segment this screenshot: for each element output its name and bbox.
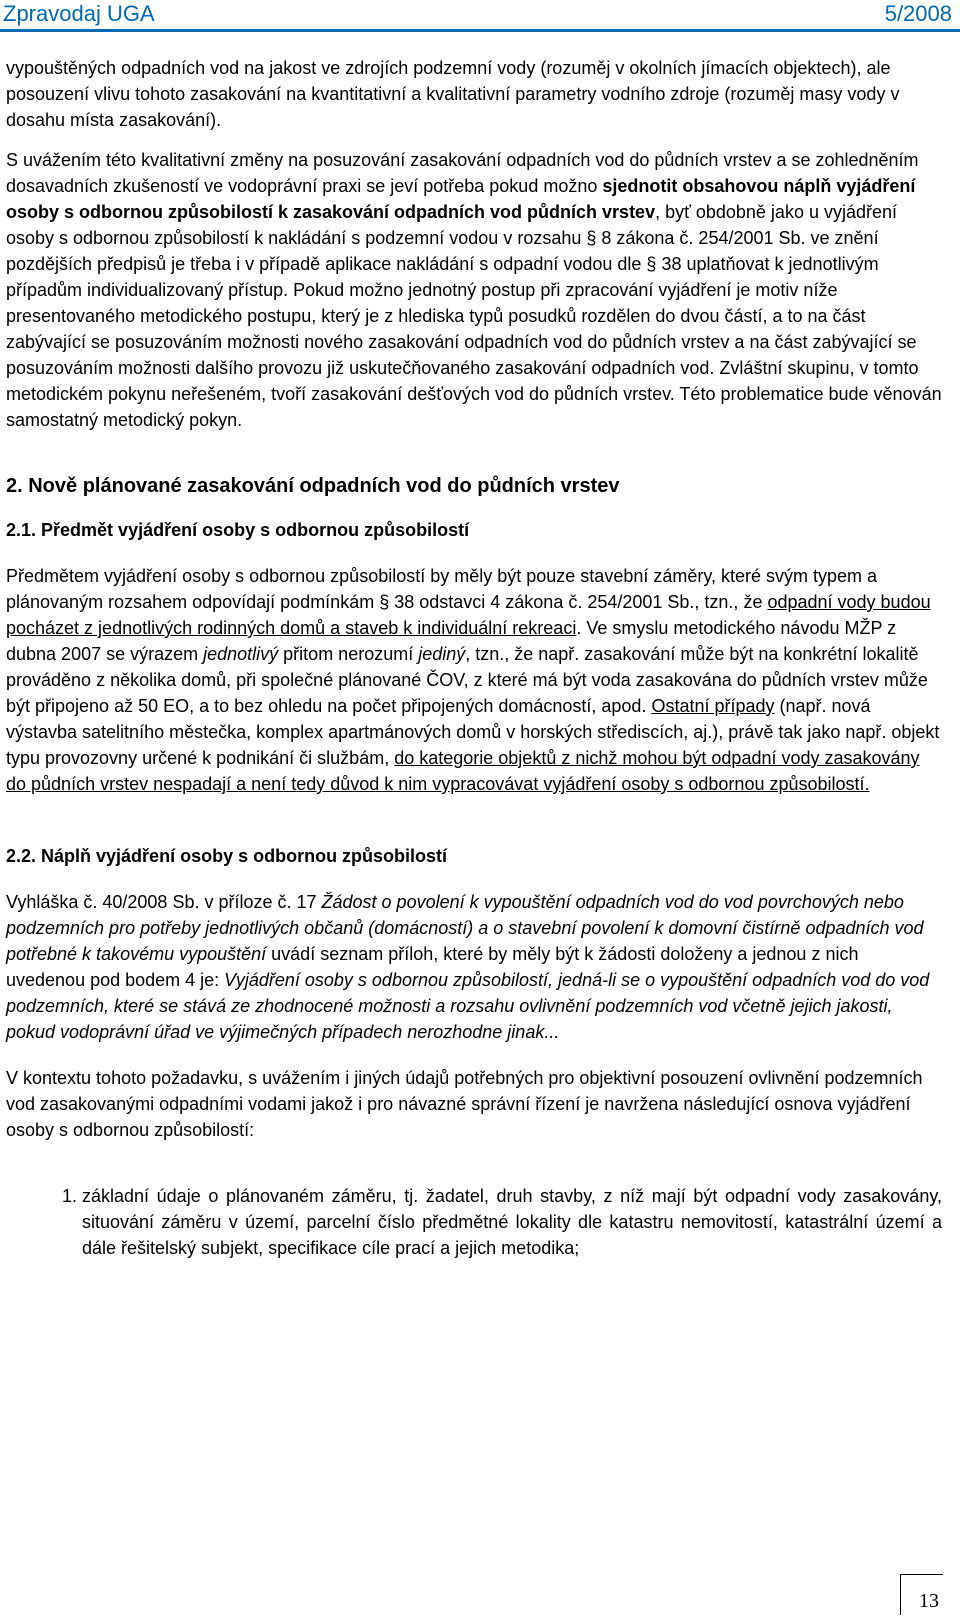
paragraph-2: S uvážením této kvalitativní změny na posuzování zasakování odpadních vod do půdních vrstev a se zohledněním dosavadních zkušeností ve vodoprávní praxi se jeví potřeba pokud možno sjednotit obsahovou náplň vyjádření osoby s odbornou způsobilostí k zasakování odpadních vod půdních vrstev, byť obdobně jako u vyjádření osoby s odbornou způsobilostí k nakládání s podzemní vodou v rozsahu § 8 zákona č. 254/2001 Sb. ve znění pozdějších předpisů je třeba i v případě aplikace nakládání s odpadní vodou dle § 38 uplatňovat k jednotlivým případům individualizovaný přístup. Pokud možno jednotný postup při zpracování vyjádření je motiv níže presentovaného metodického postupu, který je z hlediska typů posudků rozdělen do dvou částí, a to na část zabývající se posuzováním možnosti nového zasakování odpadních vod do půdních vrstev a na část zabývající se posuzováním možnosti dalšího provozu již uskutečňovaného zasakování odpadních vod. Zvláštní skupinu, v tomto metodickém pokynu neřešeném, tvoří zasakování dešťových vod do půdních vrstev. Této problematice bude věnován samostatný metodický pokyn.: [6, 150, 942, 430]
underlined-phrase: Ostatní případy: [651, 696, 775, 716]
subsection-heading-2-2: 2.2. Náplň vyjádření osoby s odbornou způsobilostí: [6, 846, 448, 866]
italic-phrase: Vyjádření osoby s odbornou způsobilostí, jedná-li se o vypouštění odpadních vod do vod podzemních, které se stává ze zhodnocené možnosti a rozsahu ovlivnění podzemních vod včetně jejich jakosti, pokud vodoprávní úřad ve výjimečných případech nerozhodne jinak...: [6, 970, 930, 1042]
section-heading-2: 2. Nově plánované zasakování odpadních vod do půdních vrstev: [6, 475, 620, 497]
paragraph-5: V kontextu tohoto požadavku, s uvážením i jiných údajů potřebných pro objektivní posouzení ovlivnění podzemních vod zasakovanými odpadními vodami jakož i pro návazné správní řízení je navržena následující osnova vyjádření osoby s odbornou způsobilostí:: [6, 1068, 923, 1140]
page-number-box: [900, 1574, 943, 1615]
list-item: 1. základní údaje o plánovaném záměru, tj. žadatel, druh stavby, z níž mají být odpadní vody zasakovány, situování záměru v území, parcelní číslo předmětné lokality dle katastru nemovitostí, katastrální území a dále řešitelský subjekt, specifikace cíle prací a jejich metodika;: [82, 1183, 942, 1261]
subsection-heading-2-1: 2.1. Předmět vyjádření osoby s odbornou způsobilostí: [6, 520, 470, 540]
outline-list: [6, 1183, 942, 1261]
italic-word: jednotlivý: [203, 644, 279, 664]
journal-title: Zpravodaj UGA: [3, 1, 155, 26]
italic-word: jediný: [418, 644, 466, 664]
italic-phrase: Žádost o povolení k vypouštění odpadních vod do vod povrchových nebo podzemních pro potřeby jednotlivých občanů (domácností) a o stavební povolení k domovní čistírně odpadních vod potřebné k takovému vypouštění: [6, 892, 924, 964]
underlined-phrase: odpadní vody budou pocházet z jednotlivých rodinných domů a staveb k individuální rekreaci: [6, 592, 931, 638]
page-header: [0, 0, 960, 29]
issue-number: 5/2008: [884, 1, 952, 26]
bold-phrase: sjednotit obsahovou náplň vyjádření osoby s odbornou způsobilostí k zasakování odpadních vod půdních vrstev: [6, 176, 916, 222]
paragraph-4: Vyhláška č. 40/2008 Sb. v příloze č. 17 Žádost o povolení k vypouštění odpadních vod do vod povrchových nebo podzemních pro potřeby jednotlivých občanů (domácností) a o stavební povolení k domovní čistírně odpadních vod potřebné k takovému vypouštění uvádí seznam příloh, které by měly být k žádosti doloženy a jednou z nich uvedenou pod bodem 4 je: Vyjádření osoby s odbornou způsobilostí, jedná-li se o vypouštění odpadních vod do vod podzemních, které se stává ze zhodnocené možnosti a rozsahu ovlivnění podzemních vod včetně jejich jakosti, pokud vodoprávní úřad ve výjimečných případech nerozhodne jinak...: [6, 892, 930, 1042]
header-rule: [0, 29, 960, 32]
underlined-phrase: do kategorie objektů z nichž mohou být odpadní vody zasakovány do půdních vrstev nespadají a není tedy důvod k nim vypracovávat vyjádření osoby s odbornou způsobilostí.: [6, 748, 920, 794]
page-number: 13: [919, 1590, 939, 1612]
article-body: [6, 55, 942, 1261]
paragraph-intro: vypouštěných odpadních vod na jakost ve zdrojích podzemní vody (rozuměj v okolních jímacích objektech), ale posouzení vlivu tohoto zasakování na kvantitativní a kvalitativní parametry vodního zdroje (rozuměj masy vody v dosahu místa zasakování).: [6, 58, 900, 130]
paragraph-3: Předmětem vyjádření osoby s odbornou způsobilostí by měly být pouze stavební záměry, které svým typem a plánovaným rozsahem odpovídají podmínkám § 38 odstavci 4 zákona č. 254/2001 Sb., tzn., že odpadní vody budou pocházet z jednotlivých rodinných domů a staveb k individuální rekreaci. Ve smyslu metodického návodu MŽP z dubna 2007 se výrazem jednotlivý přitom nerozumí jediný, tzn., že např. zasakování může být na konkrétní lokalitě prováděno z několika domů, při společné plánované ČOV, z které má být voda zasakována do půdních vrstev může být připojeno až 50 EO, a to bez ohledu na počet připojených domácností, apod. Ostatní případy (např. nová výstavba satelitního městečka, komplex apartmánových domů v horských střediscích, aj.), právě tak jako např. objekt typu provozovny určené k podnikání či službám, do kategorie objektů z nichž mohou být odpadní vody zasakovány do půdních vrstev nespadají a není tedy důvod k nim vypracovávat vyjádření osoby s odbornou způsobilostí.: [6, 566, 940, 794]
